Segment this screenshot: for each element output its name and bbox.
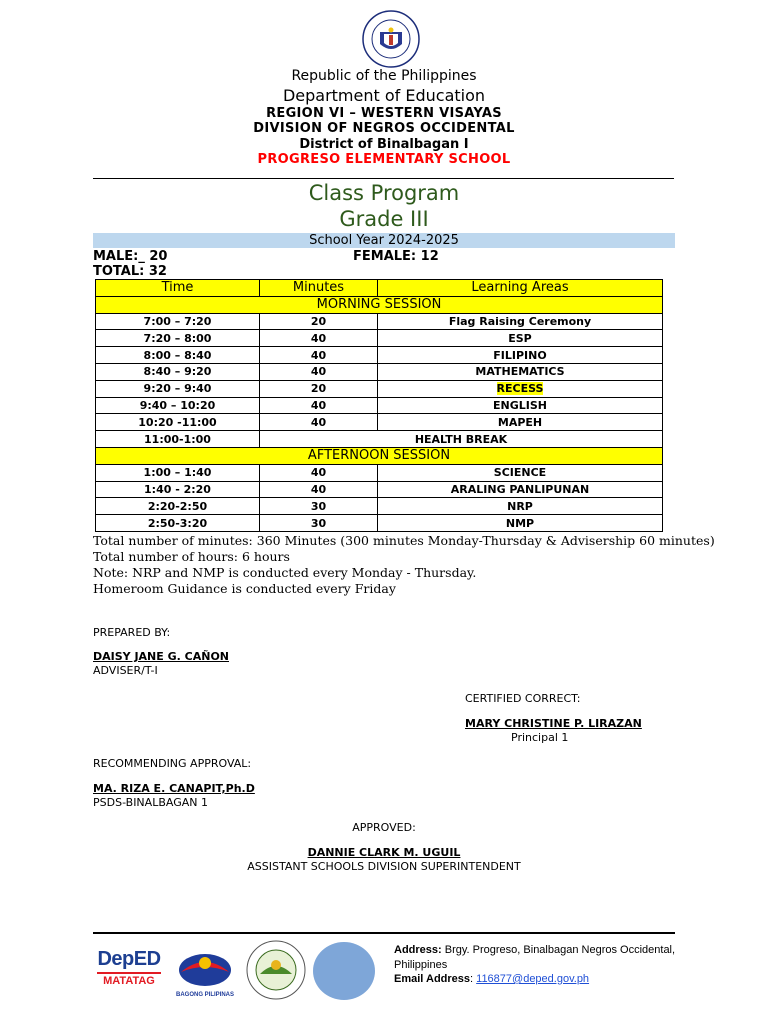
- bagong-pilipinas-logo: [172, 948, 238, 998]
- table-row: [96, 347, 663, 364]
- header-learning-areas: Learning Areas: [378, 280, 663, 297]
- time-cell: 10:20 -11:00: [96, 414, 260, 431]
- district-line: District of Binalbagan I: [299, 137, 469, 152]
- health-break-label: HEALTH BREAK: [260, 431, 663, 448]
- prepared-by-label: PREPARED BY:: [93, 626, 171, 639]
- prepared-by-title: ADVISER/T-I: [93, 664, 158, 677]
- minutes-cell: 30: [260, 515, 378, 532]
- area-cell: FILIPINO: [378, 347, 663, 364]
- time-cell: 7:20 – 8:00: [96, 330, 260, 347]
- recess-highlight: RECESS: [496, 382, 544, 396]
- certified-title: Principal 1: [511, 731, 569, 744]
- school-name: PROGRESO ELEMENTARY SCHOOL: [257, 152, 511, 167]
- table-row: [96, 363, 663, 380]
- total-count: TOTAL: 32: [93, 264, 167, 279]
- morning-session-row: [96, 296, 663, 313]
- area-cell: MATHEMATICS: [378, 363, 663, 380]
- time-cell: 1:00 – 1:40: [96, 464, 260, 481]
- time-cell: 1:40 - 2:20: [96, 481, 260, 498]
- table-header-row: [96, 280, 663, 297]
- deped-matatag-logo: [93, 948, 165, 998]
- minutes-cell: 30: [260, 498, 378, 515]
- table-row: [96, 397, 663, 414]
- note-nrp-nmp: Note: NRP and NMP is conducted every Monday - Thursday.: [93, 565, 477, 580]
- header-time: Time: [96, 280, 260, 297]
- matatag-wordmark: MATATAG: [103, 975, 155, 987]
- address-label: Address:: [394, 944, 442, 956]
- approved-name: DANNIE CLARK M. UGUIL: [307, 846, 461, 859]
- grade-title: Grade III: [339, 207, 429, 231]
- class-program-table: [95, 279, 663, 532]
- minutes-cell: 40: [260, 330, 378, 347]
- school-year-bar: School Year 2024-2025: [93, 233, 675, 248]
- division-seal-icon: [246, 940, 306, 1000]
- minutes-cell: 40: [260, 414, 378, 431]
- area-cell: ARALING PANLIPUNAN: [378, 481, 663, 498]
- area-cell: SCIENCE: [378, 464, 663, 481]
- table-row: [96, 481, 663, 498]
- region-line: REGION VI – WESTERN VISAYAS: [266, 106, 502, 121]
- approved-title: ASSISTANT SCHOOLS DIVISION SUPERINTENDENT: [247, 860, 521, 873]
- male-count: MALE:_ 20: [93, 249, 168, 264]
- table-row: [96, 380, 663, 397]
- negros-occidental-seal: [246, 940, 306, 1000]
- minutes-cell: 20: [260, 313, 378, 330]
- time-cell: 8:40 – 9:20: [96, 363, 260, 380]
- address-value: Brgy. Progreso, Binalbagan Negros Occidental,: [444, 944, 676, 956]
- afternoon-session-row: [96, 447, 663, 464]
- time-cell: 2:20-2:50: [96, 498, 260, 515]
- email-label: Email Address: [394, 973, 471, 985]
- area-cell: NMP: [378, 515, 663, 532]
- table-row: [96, 414, 663, 431]
- minutes-cell: 20: [260, 380, 378, 397]
- table-row: [96, 330, 663, 347]
- table-row: [96, 464, 663, 481]
- school-logo-placeholder: [313, 942, 375, 1000]
- time-cell: 2:50-3:20: [96, 515, 260, 532]
- time-cell: 7:00 – 7:20: [96, 313, 260, 330]
- table-row: [96, 313, 663, 330]
- republic-line: Republic of the Philippines: [291, 68, 477, 84]
- note-total-minutes: Total number of minutes: 360 Minutes (300 minutes Monday-Thursday & Advisership 60 minutes): [93, 533, 715, 548]
- area-cell: MAPEH: [378, 414, 663, 431]
- recommending-label: RECOMMENDING APPROVAL:: [93, 757, 252, 770]
- female-count: FEMALE: 12: [353, 249, 439, 264]
- deped-wordmark: DepED: [97, 948, 161, 970]
- address-value-line2: Philippines: [394, 959, 448, 971]
- deped-seal: [362, 10, 420, 68]
- certified-label: CERTIFIED CORRECT:: [465, 692, 581, 705]
- recommending-name: MA. RIZA E. CANAPIT,Ph.D: [93, 782, 255, 795]
- bagong-pilipinas-text: BAGONG PILIPINAS: [175, 992, 234, 998]
- health-break-row: [96, 431, 663, 448]
- recommending-title: PSDS-BINALBAGAN 1: [93, 796, 208, 809]
- area-cell: NRP: [378, 498, 663, 515]
- area-cell: [378, 380, 663, 397]
- afternoon-session-label: AFTERNOON SESSION: [96, 447, 663, 464]
- area-cell: ENGLISH: [378, 397, 663, 414]
- bagong-pilipinas-emblem-icon: [172, 948, 238, 988]
- note-homeroom: Homeroom Guidance is conducted every Friday: [93, 581, 396, 596]
- division-line: DIVISION OF NEGROS OCCIDENTAL: [253, 121, 515, 136]
- email-line: Email Address: 116877@deped.gov.ph: [394, 973, 590, 985]
- address-line: [394, 944, 675, 956]
- area-cell: Flag Raising Ceremony: [378, 313, 663, 330]
- approved-label: APPROVED:: [352, 821, 416, 834]
- morning-session-label: MORNING SESSION: [96, 296, 663, 313]
- time-cell: 9:20 – 9:40: [96, 380, 260, 397]
- prepared-by-name: DAISY JANE G. CAÑON: [93, 650, 229, 663]
- time-cell: 9:40 – 10:20: [96, 397, 260, 414]
- department-line: Department of Education: [282, 86, 486, 105]
- table-row: [96, 498, 663, 515]
- minutes-cell: 40: [260, 481, 378, 498]
- header-divider: [93, 178, 674, 179]
- table-row: [96, 515, 663, 532]
- minutes-cell: 40: [260, 347, 378, 364]
- minutes-cell: 40: [260, 397, 378, 414]
- note-total-hours: Total number of hours: 6 hours: [93, 549, 290, 564]
- time-cell: 8:00 – 8:40: [96, 347, 260, 364]
- email-link[interactable]: 116877@deped.gov.ph: [476, 973, 590, 985]
- page-title: Class Program: [308, 181, 460, 205]
- minutes-cell: 40: [260, 464, 378, 481]
- area-cell: ESP: [378, 330, 663, 347]
- header-minutes: Minutes: [260, 280, 378, 297]
- certified-name: MARY CHRISTINE P. LIRAZAN: [465, 717, 642, 730]
- footer-divider: [93, 932, 675, 934]
- time-cell: 11:00-1:00: [96, 431, 260, 448]
- minutes-cell: 40: [260, 363, 378, 380]
